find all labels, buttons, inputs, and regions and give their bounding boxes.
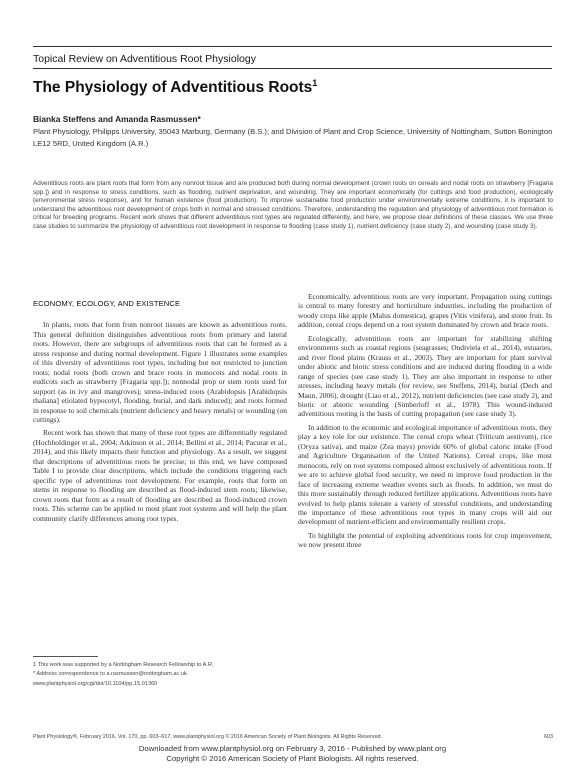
journal-citation: Plant Physiology®, February 2016, Vol. 170, pp. 603–617, www.plantphysiol.org © 2016 American Society of Plant Biologists. All Rights Reserved. <box>33 734 382 740</box>
running-footer <box>33 734 553 740</box>
footnote-correspondence: * Address correspondence to a.rasmussen@nottingham.ac.uk. <box>33 671 189 678</box>
author-affiliation: Plant Physiology, Philipps University, 35043 Marburg, Germany (B.S.); and Division of Plant and Crop Science, University of Nottingham, Sutton Bonington LE12 5RD, United Kingdom (A.R.) <box>33 127 553 148</box>
footnote-divider <box>33 656 98 657</box>
body-paragraph: In plants, roots that form from nonroot tissues are known as adventitious roots. This general definition distinguishes adventitious roots from primary and lateral roots. However, there are subgroups of adventitious roots that can be formed as a stress response and during normal development. Figure 1 illustrates some examples of this diversity of adventitious root types, including but not restricted to junction roots; nodal roots (both crown and brace roots in monocots and nodal roots in eudicots such as strawberry [Fragaria spp.]); nonnodal prop or stem roots used for support (as in ivy and mangroves); stress-induced roots (Arabidopsis [Arabidopsis thaliana] etiolated hypocotyl, flooding, burial, and dark induced); and roots formed in response to soil chemicals (nutrient deficiency and heavy metals) or wounding (on cuttings). <box>33 320 287 424</box>
title-text: The Physiology of Adventitious Roots <box>33 79 313 97</box>
body-paragraph: Recent work has shown that many of these root types are differentially regulated (Hochholdinger et al., 2004; Atkinson et al., 2014; Bellini et al., 2014; Pacurar et al., 2014), and this likely impacts their function and physiology. As a result, we suggest that descriptions of adventitious roots be precise; to this end, we have composed Table I to provide clear descriptions, which include the conditions triggering each specific type of adventitious root development. For example, roots that form on stems in response to flooding are described as flood-induced stem roots; likewise, crown roots that form as a result of flooding are described as flood-induced crown roots. This scheme can be applied to most plant root systems and will help the plant community clarify differences among root types. <box>33 428 287 523</box>
section-label: Topical Review on Adventitious Root Physiology <box>33 53 256 65</box>
footnotes <box>33 661 287 689</box>
author-names: Bianka Steffens and Amanda Rasmussen* <box>33 114 201 124</box>
body-paragraph: In addition to the economic and ecological importance of adventitious roots, they play a key role for our existence. The cereal crops wheat (Triticum aestivum), rice (Oryza sativa), and maize (Zea mays) provide 60% of global caloric intake (Food and Agriculture Organisation of the United Nations). Cereal crops, like most monocots, rely on root systems composed almost exclusively of adventitious roots. If we are to achieve global food security, we need to improve food production in the face of increasing extreme weather events such as floods. In addition, we must do this more sustainably through reduced fertilizer applications. Adventitious roots have evolved to help plants tolerate a variety of stressful conditions, and understanding the importance of these adventitious root types in many crops will aid our development of nutrient-efficient and environmentally resilient crops. <box>298 422 552 527</box>
section-heading: ECONOMY, ECOLOGY, AND EXISTENCE <box>33 299 181 308</box>
page-number: 603 <box>544 734 553 740</box>
body-paragraph: Ecologically, adventitious roots are important for stabilizing shifting environments such as coastal regions (seagrasses; Ondiviela et al., 2014), estuaries, and river flood plains (Krauss et al., 2003). They are important for plant survival under abiotic and biotic stress conditions and are induced during flooding in a wide range of species (see case study 1). They are also important in response to other stresses, including heavy metals (for review, see Steffens, 2014), burial (Dech and Maun, 2006), drought (Liao et al., 2012), nutrient deficiencies (see case study 2), and biotic or abiotic wounding (Simberloff et al., 1978). This wound-induced adventitious rooting is the basis of cutting propagation (see case study 3). <box>298 333 552 419</box>
body-paragraph: To highlight the potential of exploiting adventitious roots for crop improvement, we now present three <box>298 530 552 550</box>
page-title <box>33 78 317 97</box>
title-footnote-mark: 1 <box>312 78 318 88</box>
header-rule <box>33 68 552 69</box>
download-notice[interactable]: Downloaded from www.plantphysiol.org on February 3, 2016 - Published by www.plant.org <box>138 744 447 753</box>
top-rule <box>33 46 552 47</box>
left-column <box>33 299 287 527</box>
footnote-doi-link[interactable]: www.plantphysiol.org/cgi/doi/10.1104/pp.15.01360 <box>33 680 158 687</box>
body-paragraph: Economically, adventitious roots are very important. Propagation using cuttings is central to many forestry and horticulture industries, including the production of woody crops like apple (Malus domestica), grapes (Vitis vinifera), and stone fruit. In addition, cereal crops depend on a root system dominated by crown and brace roots. <box>298 292 552 330</box>
footnote-funding: 1 This work was supported by a Nottingham Research Fellowship to A.R. <box>33 662 214 668</box>
right-column <box>298 292 552 554</box>
copyright-notice: Copyright © 2016 American Society of Plant Biologists. All rights reserved. <box>166 754 419 763</box>
abstract: Adventitious roots are plant roots that form from any nonroot tissue and are produced both during normal development (crown roots on cereals and nodal roots on strawberry [Fragaria spp.]) and in response to stress conditions, such as flooding, nutrient deprivation, and wounding. They are important economically (for cuttings and food production), ecologically (environmental stress response), and for human existence (food production). To improve sustainable food production under environmentally extreme conditions, it is important to understand the adventitious root development of crops both in normal and stressed conditions. Therefore, understanding the regulation and physiology of adventitious root formation is critical for breeding programs. Recent work shows that different adventitious root types are regulated differently, and here, we propose clear definitions of these classes. We use three case studies to summarize the physiology of adventitious root development in response to flooding (case study 1), nutrient deficiency (case study 2), and wounding (case study 3). <box>33 180 553 230</box>
